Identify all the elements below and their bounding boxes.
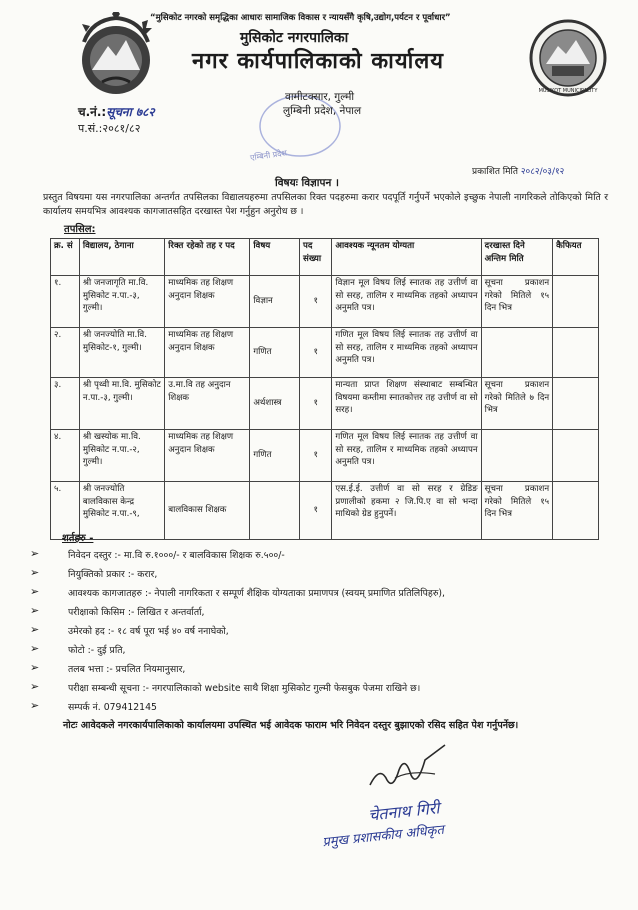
musikot-municipality-seal xyxy=(528,18,608,98)
municipality-motto: “मुसिकोट नगरको समृद्धिका आधारः सामाजिक विकास र न्यायसँगै कृषि,उद्योग,पर्यटन र पूर्वाधार” xyxy=(150,13,451,23)
table-header-row xyxy=(51,239,599,276)
details-heading: तपसिल: xyxy=(64,224,96,235)
reference-handwritten: सूचना ७८२ xyxy=(106,105,155,119)
table-row xyxy=(51,482,599,540)
cell-qualification: मान्यता प्राप्त शिक्षण संस्थाबाट सम्बन्धित विषयमा कम्तीमा स्नातकोत्तर तह उत्तीर्ण वा सो सरह। xyxy=(332,378,481,430)
term-text: परीक्षाको किसिम :- लिखित र अन्तर्वार्ता, xyxy=(68,607,205,618)
cell-count: १ xyxy=(300,482,332,540)
list-item xyxy=(30,700,610,719)
cell-deadline xyxy=(481,328,553,378)
cell-deadline: सूचना प्रकाशन गरेको मितिले १५ दिन भित्र xyxy=(481,276,553,328)
cell-qualification: गणित मूल विषय लिई स्नातक तह उत्तीर्ण वा सो सरह, तालिम र माध्यमिक तहको अध्यापन अनुमति पत्र। xyxy=(332,328,481,378)
fiscal-year: प.सं.:२०८१/८२ xyxy=(78,122,141,135)
application-note: नोटः आवेदकले नगरकार्यपालिकाको कार्यालयमा उपस्थित भई आवेदक फाराम भरि निवेदन दस्तुर बुझाएको रसिद सहित पेश गर्नुपर्नेछ। xyxy=(63,720,519,731)
seal-text: MUSIKOT MUNICIPALITY xyxy=(538,88,598,94)
publication-date xyxy=(472,164,564,177)
address-line-1: वामीटक्सार, गुल्मी xyxy=(285,91,355,103)
cell-school: श्री पृथ्वी मा.वि. मुसिकोट न.पा.-३, गुल्मी। xyxy=(79,378,164,430)
cell-serial: ४. xyxy=(51,430,80,482)
list-item xyxy=(30,643,610,662)
stamp-text: एम्बिनी प्रदेश xyxy=(249,148,288,163)
arrow-bullet-icon: ➢ xyxy=(30,566,40,579)
cell-post: माध्यमिक तह शिक्षण अनुदान शिक्षक xyxy=(165,430,250,482)
cell-qualification: एस.ई.ई. उत्तीर्ण वा सो सरह र ग्रेडिङ प्रणालीको हकमा २ जि.पि.ए वा सो भन्दा माथिको ग्रेड हुनुपर्ने। xyxy=(332,482,481,540)
signatory-name: चेतनाथ गिरी xyxy=(367,798,441,825)
list-item xyxy=(30,567,610,586)
vacancy-table xyxy=(50,238,599,540)
list-item xyxy=(30,662,610,681)
cell-subject xyxy=(250,482,300,540)
term-text: नियुक्तिको प्रकार :- करार, xyxy=(68,569,158,580)
signature-scribble xyxy=(365,740,455,795)
reference-label: च.नं.: xyxy=(78,105,107,119)
table-row xyxy=(51,430,599,482)
cell-school: श्री जनज्योति मा.वि. मुसिकोट-१, गुल्मी। xyxy=(79,328,164,378)
term-text: निवेदन दस्तुर :- मा.वि रु.१०००/- र बालविकास शिक्षक रु.५००/- xyxy=(68,550,285,561)
cell-remarks xyxy=(553,430,599,482)
pubdate-value: २०८२/०३/१२ xyxy=(520,167,565,177)
cell-count: १ xyxy=(300,328,332,378)
term-text: फोटो :- दुई प्रति, xyxy=(68,645,126,656)
cell-qualification: गणित मूल विषय लिई स्नातक तह उत्तीर्ण वा सो सरह, तालिम र माध्यमिक तहको अध्यापन अनुमति पत्र। xyxy=(332,430,481,482)
table-row xyxy=(51,276,599,328)
header-subject: विषय xyxy=(250,239,300,276)
list-item xyxy=(30,681,610,700)
cell-subject: गणित xyxy=(250,328,300,378)
cell-subject: गणित xyxy=(250,430,300,482)
cell-count: १ xyxy=(300,276,332,328)
term-text: आवश्यक कागजातहरु :- नेपाली नागरिकता र सम्पूर्ण शैक्षिक योग्यताका प्रमाणपत्र (स्वयम् प्रमाणित प्रतिलिपिहरु), xyxy=(68,588,445,599)
terms-heading: शर्तहरु - xyxy=(62,533,94,544)
list-item xyxy=(30,548,610,567)
cell-post: उ.मा.वि तह अनुदान शिक्षक xyxy=(165,378,250,430)
pubdate-label: प्रकाशित मिति xyxy=(472,167,518,177)
arrow-bullet-icon: ➢ xyxy=(30,642,40,655)
cell-count: १ xyxy=(300,430,332,482)
term-text: सम्पर्क नं. 079412145 xyxy=(68,702,157,713)
arrow-bullet-icon: ➢ xyxy=(30,623,40,636)
cell-count: १ xyxy=(300,378,332,430)
cell-remarks xyxy=(553,378,599,430)
table-row xyxy=(51,378,599,430)
terms-list xyxy=(30,548,610,719)
municipality-name: मुसिकोट नगरपालिका xyxy=(240,30,349,46)
cell-school: श्री जनजागृति मा.वि. मुसिकोट न.पा.-३, गुल्मी। xyxy=(79,276,164,328)
term-text: उमेरको हद :- १८ वर्ष पूरा भई ४० वर्ष ननाघेको, xyxy=(68,626,229,637)
cell-school: श्री खस्योक मा.वि. मुसिकोट न.पा.-२, गुल्मी। xyxy=(79,430,164,482)
cell-post: माध्यमिक तह शिक्षण अनुदान शिक्षक xyxy=(165,328,250,378)
arrow-bullet-icon: ➢ xyxy=(30,680,40,693)
reference-number xyxy=(78,103,155,120)
header-school: विद्यालय, ठेगाना xyxy=(79,239,164,276)
header-count: पद संख्या xyxy=(300,239,332,276)
cell-qualification: विज्ञान मूल विषय लिई स्नातक तह उत्तीर्ण वा सो सरह, तालिम र माध्यमिक तहको अध्यापन अनुमति पत्र। xyxy=(332,276,481,328)
arrow-bullet-icon: ➢ xyxy=(30,661,40,674)
cell-school: श्री जनज्योति बालविकास केन्द्र मुसिकोट न.पा.-९, xyxy=(79,482,164,540)
signatory-title: प्रमुख प्रशासकीय अधिकृत xyxy=(321,822,445,851)
header-deadline: दरखास्त दिने अन्तिम मिति xyxy=(481,239,553,276)
list-item xyxy=(30,586,610,605)
cell-remarks xyxy=(553,328,599,378)
cell-remarks xyxy=(553,276,599,328)
header-post: रिक्त रहेको तह र पद xyxy=(165,239,250,276)
header-serial: क्र. सं xyxy=(51,239,80,276)
notice-intro: प्रस्तुत विषयमा यस नगरपालिका अन्तर्गत तपसिलका विद्यालयहरुमा तपसिलका रिक्त पदहरुमा करार पदपूर्ति गर्नुपर्ने भएकोले इच्छुक नेपाली नागरिकले तोकिएको मिति र कार्यालय समयभित्र आवश्यक कागजातसहित दरखास्त पेश गर्नुहुन अनुरोध छ । xyxy=(43,192,608,217)
table-row xyxy=(51,328,599,378)
cell-subject: अर्थशास्त्र xyxy=(250,378,300,430)
cell-deadline xyxy=(481,430,553,482)
address-line-2: लुम्बिनी प्रदेश, नेपाल xyxy=(283,105,362,117)
cell-serial: २. xyxy=(51,328,80,378)
nepal-emblem-logo xyxy=(72,12,160,100)
arrow-bullet-icon: ➢ xyxy=(30,547,40,560)
list-item xyxy=(30,624,610,643)
header-remarks: कैफियत xyxy=(553,239,599,276)
cell-deadline: सूचना प्रकाशन गरेको मितिले ७ दिन भित्र xyxy=(481,378,553,430)
cell-deadline: सूचना प्रकाशन गरेको मितिले १५ दिन भित्र xyxy=(481,482,553,540)
arrow-bullet-icon: ➢ xyxy=(30,604,40,617)
arrow-bullet-icon: ➢ xyxy=(30,699,40,712)
notice-subject: विषयः विज्ञापन । xyxy=(275,177,339,189)
cell-serial: १. xyxy=(51,276,80,328)
term-text: तलब भत्ता :- प्रचलित नियमानुसार, xyxy=(68,664,186,675)
list-item xyxy=(30,605,610,624)
cell-post: बालविकास शिक्षक xyxy=(165,482,250,540)
cell-post: माध्यमिक तह शिक्षण अनुदान शिक्षक xyxy=(165,276,250,328)
arrow-bullet-icon: ➢ xyxy=(30,585,40,598)
office-title: नगर कार्यपालिकाको कार्यालय xyxy=(192,49,444,74)
cell-serial: ३. xyxy=(51,378,80,430)
cell-serial: ५. xyxy=(51,482,80,540)
header-qualification: आवश्यक न्यूनतम योग्यता xyxy=(332,239,481,276)
cell-remarks xyxy=(553,482,599,540)
cell-subject: विज्ञान xyxy=(250,276,300,328)
term-text: परीक्षा सम्बन्धी सूचना :- नगरपालिकाको website साथै शिक्षा मुसिकोट गुल्मी फेसबुक पेजमा राखिने छ। xyxy=(68,683,421,694)
